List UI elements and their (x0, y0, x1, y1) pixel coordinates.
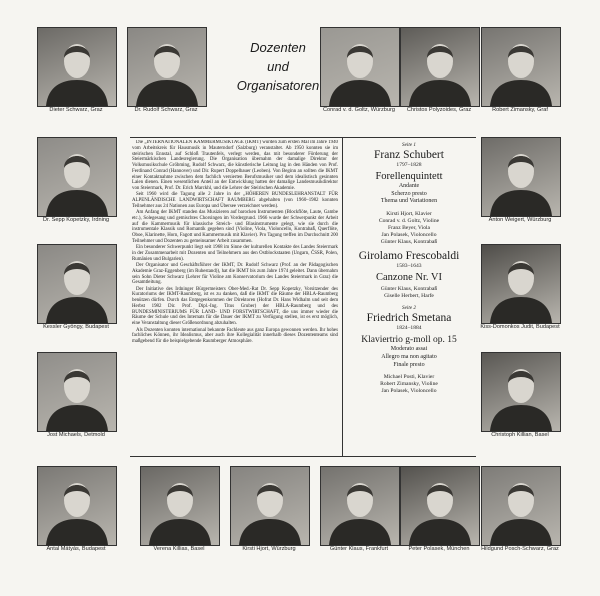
movement: Thema und Variationen (380, 198, 438, 205)
portrait-photo (481, 244, 561, 324)
history-paragraph: Am Anfang der IKMT standen das Musizieren auf barocken Instrumenten (Blockflöte, Laute, Gambe etc.), Solegesang und gemischtes Chorsingen im Vordergrund. 1966 wurde der Schwerpunkt der Arbeit auf die Kammermusik für klassische Streich- und Blasinstrumente gelegt, wie sie durch die instrumentale Klassik und Romantik gegeben sind (Violine, Viola, Violoncello, Kontrabaß, Querflöte, Oboe, Klarinette, Horn, Fagott und Kammermusik mit Klavier). Pro Tagung treffen im Durchschnitt 200 Teilnehmer und Dozenten zu gemeinsamer Arbeit zusammen. (132, 210, 338, 244)
portrait-caption: Dr. Sepp Kopetzky, Irdning (42, 217, 110, 223)
portrait-photo (140, 466, 220, 546)
person-silhouette-icon (321, 28, 399, 106)
portrait-photo (481, 27, 561, 107)
heading-line-2: und (267, 59, 289, 74)
portrait-photo (320, 466, 400, 546)
portrait-photo (481, 466, 561, 546)
portrait-caption: Christos Polyzoides, Graz (406, 107, 472, 113)
heading-line-3: Organisatoren (236, 78, 320, 93)
history-text (132, 140, 338, 452)
portrait-caption: Kirsti Hjort, Würzburg (242, 546, 296, 552)
person-silhouette-icon (38, 353, 116, 431)
side-1-label: Seite 1 (402, 142, 416, 148)
portrait-photo (400, 466, 480, 546)
portrait-caption: Robert Zimansky, Graf (492, 107, 548, 113)
person-silhouette-icon (38, 245, 116, 323)
portrait-caption: Peter Polasek, München (408, 546, 470, 552)
performer: Günter Klaus, Kontrabaß (380, 239, 438, 246)
person-silhouette-icon (38, 138, 116, 216)
portrait-caption: Conrad v. d. Goltz, Würzburg (322, 107, 396, 113)
performer: Franz Beyer, Viola (387, 224, 431, 231)
portrait-caption: Kiss-Domonkos Judit, Budapest (480, 324, 560, 330)
person-silhouette-icon (482, 353, 560, 431)
portrait-caption: Dieter Schwarz, Graz (49, 107, 103, 113)
person-silhouette-icon (482, 28, 560, 106)
divider-top-left (130, 137, 342, 138)
person-silhouette-icon (141, 467, 219, 545)
divider-top-right (343, 137, 476, 138)
person-silhouette-icon (401, 28, 479, 106)
portrait-caption: Verena Killias, Basel (153, 546, 205, 552)
divider-vertical (342, 137, 343, 457)
performer: Michael Posti, Klavier (383, 374, 435, 381)
person-silhouette-icon (482, 245, 560, 323)
movement: Moderato assai (390, 346, 428, 353)
portrait-caption: Günter Klaus, Frankfurt (329, 546, 389, 552)
program-listing (346, 140, 472, 458)
heading-line-1: Dozenten (250, 40, 306, 55)
history-paragraph: Ein besonderer Schwerpunkt liegt seit 1968 im Sinne der kulturellen Kontakte des Landes Steiermark in der Zusammenarbeit mit Dozenten und Teilnehmern aus den Ostblockstaaten (Ungarn, ČSSR, Polen, Rumänien und Bulgarien). (132, 245, 338, 262)
portrait-photo (400, 27, 480, 107)
person-silhouette-icon (231, 467, 309, 545)
composer-frescobaldi: Girolamo Frescobaldi (358, 250, 460, 263)
person-silhouette-icon (128, 28, 206, 106)
performer: Giselle Herbert, Harfe (384, 293, 434, 300)
portrait-caption: Dr. Rudolf Schwarz, Graz (134, 107, 198, 113)
work-title: Forellenquintett (375, 171, 443, 182)
history-paragraph: Die „INTERNATIONALEN KAMMERMUSIKTAGE (IKMT) wurden zum ersten Mal im Jahre 1940 vom Arbeitskreis für Hausmusik in Mauterndorf (Salzburg) veranstaltet. Ab 1950 konnten sie im steirischen Ennstal, auf Schloß Trautenfels, verlegt werden, das mit besonderer Förderung der Steiermärkischen Landesregierung. Die Organisation übernahm der damalige Direktor der Volksmusikschule Gröbming, Rudolf Schwarz, die künstlerische Leitung lag in den Händen von Prof. Ferdinand Conrad (Hannover) und Dir. Rupert Doppelbauer (Leoben). Von Beginn an sollten die IKMT einer Kontaktnahme zwischen dem fachlich versierten Berufsmusiker und dem idealistisch gesinnten Laien dienen. Einen wesentlichen Anteil an der Entwicklung hatten der damalige Landesmusikdirektor von Steiermark, Prof. Dr. Erich Marckhl, und die Lehrer der Steirischen Akademie. (132, 140, 338, 191)
person-silhouette-icon (401, 467, 479, 545)
portrait-caption: Jost Michaels, Detmold (47, 432, 105, 438)
portrait-caption: Hildgund Posch-Schwarz, Graz (481, 546, 559, 552)
composer-dates: 1824–1884 (396, 325, 422, 332)
person-silhouette-icon (38, 467, 116, 545)
performer: Jan Polasek, Violoncello (381, 232, 437, 239)
performer: Günter Klaus, Kontrabaß (380, 286, 438, 293)
person-silhouette-icon (482, 138, 560, 216)
portrait-photo (127, 27, 207, 107)
composer-schubert: Franz Schubert (374, 149, 444, 161)
portrait-caption: Kessler Gyöngy, Budapest (43, 324, 109, 330)
movement: Andante (398, 183, 420, 189)
person-silhouette-icon (321, 467, 399, 545)
movement: Finale presto (393, 361, 425, 368)
person-silhouette-icon (482, 467, 560, 545)
portrait-photo (37, 137, 117, 217)
composer-dates: 1797–1828 (396, 162, 422, 168)
portrait-caption: Christoph Killian, Basel (491, 432, 549, 438)
portrait-photo (320, 27, 400, 107)
portrait-caption: Anton Weigert, Würzburg (488, 217, 552, 223)
performer: Robert Zimansky, Violine (380, 381, 438, 388)
history-paragraph: Der Organisator und Geschäftsführer der IKMT, Dr. Rudolf Schwarz (Prof. an der Pädagogischen Akademie Graz-Eggenberg (im Ruhestand)), hat die IKMT bis zum Jahre 1974 geleitet. Dann übernahm sein Sohn Dieter Schwarz (Lehrer für Violine am Konservatorium des Landes Steiermark in Graz) die Gesamtleitung. (132, 263, 338, 286)
portrait-caption: Antal Mátyás, Budapest (46, 546, 106, 552)
portrait-photo (37, 244, 117, 324)
divider-bottom-left (130, 456, 342, 457)
movement: Scherzo presto (391, 190, 427, 197)
history-paragraph: Als Dozenten konnten international bekannte Fachleute aus ganz Europa gewonnen werden. Ihr hohes fachliches Können, ihr Idealismus, aber auch ihre Kollegialität innerhalb dieses Dozententeams sind maßgebend für die beispielgebende Raumberger Atmosphäre. (132, 327, 338, 345)
portrait-photo (230, 466, 310, 546)
portrait-photo (37, 466, 117, 546)
portrait-photo (37, 352, 117, 432)
history-paragraph: Der Initiative des Irdninger Bürgermeisters Ober-Med.-Rat Dr. Sepp Kopetzky, Vorsitzender des Kuratoriums der IKMT-Raumberg, ist es zu danken, daß die IKMT die Räume der HBLA-Raumberg benützen dürfen. Durch das Entgegenkommen der Direktoren (Hofrat Dr. Hans Widhalm und seit dem Herbst 1982 Dir. Prof. Dipl.-Ing. Titus Gruber) der HBLA-Raumberg und des BUNDESMINISTERIUMS FÜR LAND- UND FORSTWIRTSCHAFT, die uns immer wieder die Räume der Schule und des Internats für die Dauer der IKMT zu Verfügung stellen, ist es erst möglich, eine Veranstaltung dieser Größenordnung abzuhalten. (132, 286, 338, 327)
movement: Allegro ma non agitato (381, 354, 437, 361)
performer: Kirsti Hjort, Klavier (386, 210, 432, 217)
portrait-photo (37, 27, 117, 107)
side-2-label: Seite 2 (402, 305, 416, 312)
performer: Conrad v. d. Goltz, Violine (378, 217, 440, 224)
composer-smetana: Friedrich Smetana (366, 312, 452, 325)
person-silhouette-icon (38, 28, 116, 106)
history-paragraph: Seit 1960 wird die Tagung alle 2 Jahre in der „HÖHEREN BUNDESLEHRANSTALT FÜR ALPENLÄNDISCHE LANDWIRTSCHAFT RAUMBERG abgehalten (von 1960–1982 konnten Teilnehmer aus 24 Nationen aus Europa und Übersee verzeichnet werden). (132, 192, 338, 209)
work-title: Canzone Nr. VI (376, 272, 442, 284)
portrait-photo (481, 137, 561, 217)
work-title: Klaviertrio g-moll op. 15 (361, 335, 457, 346)
composer-dates: 1583–1643 (396, 263, 422, 270)
portrait-photo (481, 352, 561, 432)
performer: Jan Polasek, Violoncello (381, 388, 437, 395)
